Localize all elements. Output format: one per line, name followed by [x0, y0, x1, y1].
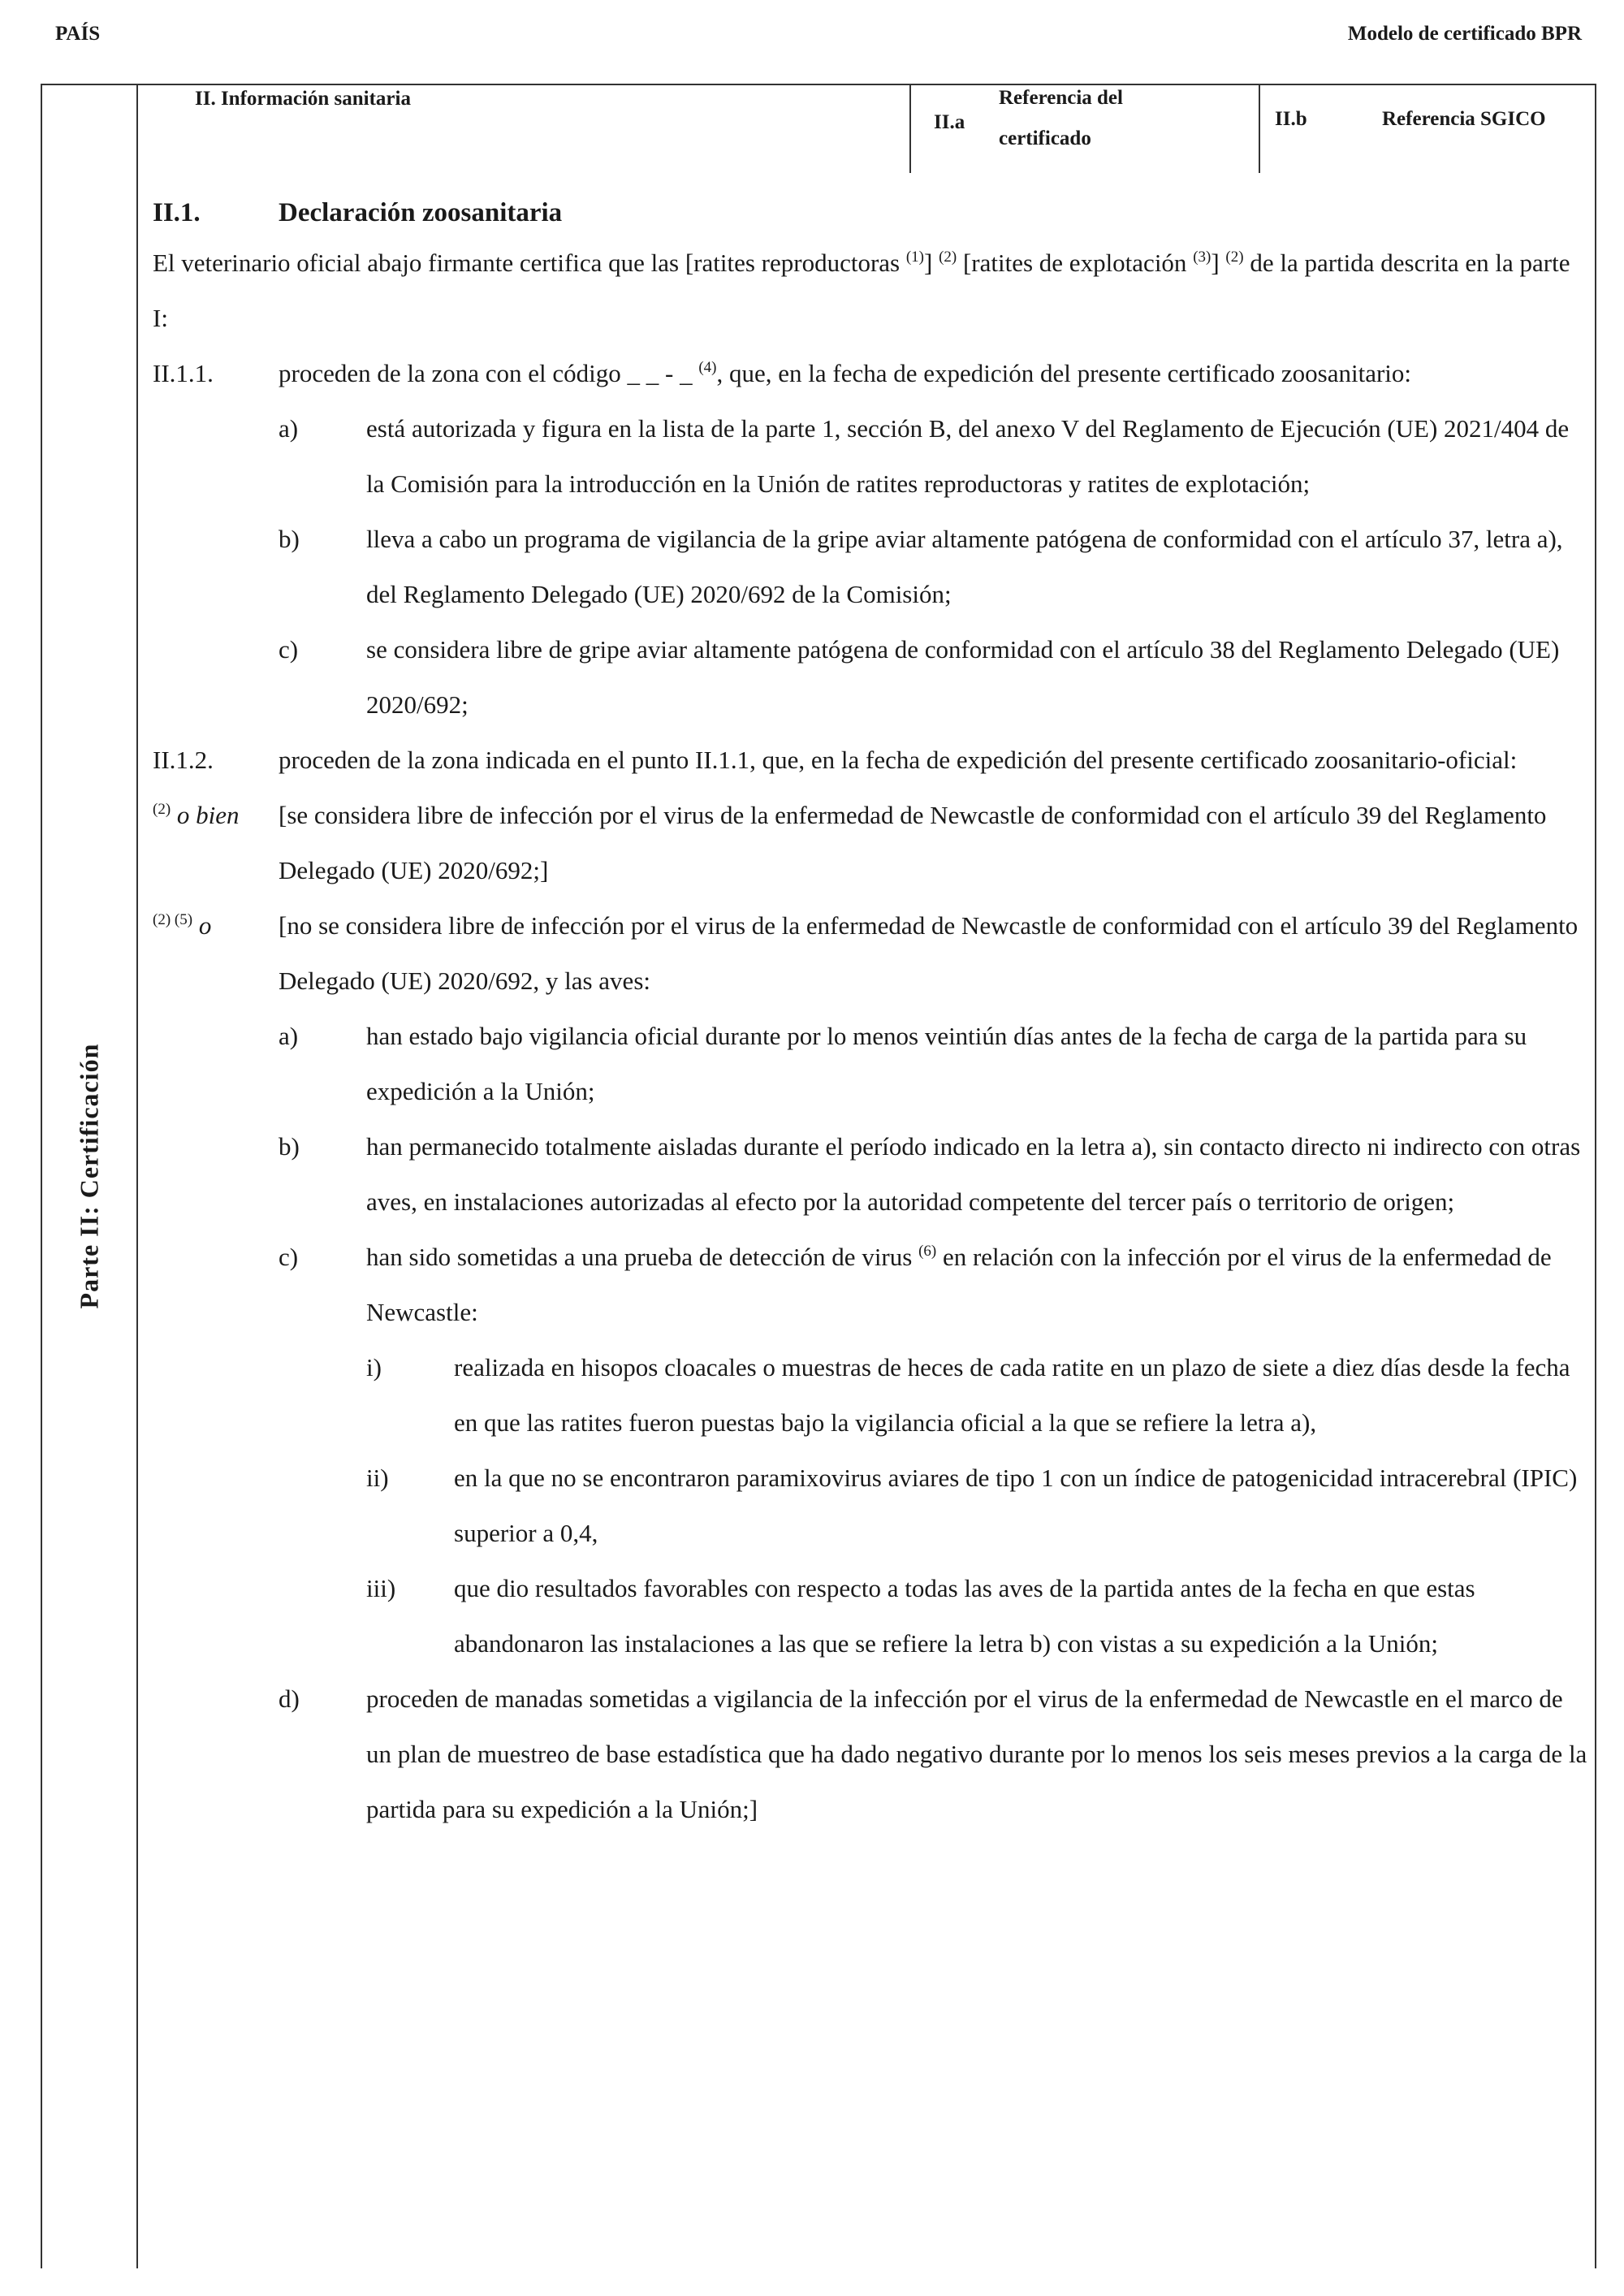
ref-divider-b — [1259, 84, 1260, 173]
iia-label-line2: certificado — [999, 128, 1091, 149]
sideband-divider — [136, 84, 138, 2268]
item-text: lleva a cabo un programa de vigilancia de la gripe aviar altamente patógena de conformidad con el artículo 37, letra a), del Reglamento Delegado (UE) 2020/692 de la Comisión; — [366, 525, 1563, 608]
list-item — [279, 1230, 1590, 1340]
point-label: II.1.2. — [153, 746, 214, 774]
ref-divider-a — [909, 84, 911, 173]
list-item — [279, 622, 1590, 733]
footnote-ref: (3) — [1193, 249, 1212, 266]
sub-list-item — [366, 1451, 1590, 1561]
option-text: [se considera libre de infección por el virus de la enfermedad de Newcastle de conformidad con el artículo 39 del Reglamento Delegado (UE) 2020/692;] — [279, 801, 1547, 884]
point-text-1: proceden de la zona con el código _ _ - _ — [279, 359, 699, 387]
certificate-frame — [41, 84, 1596, 2268]
footnote-ref: (2) (5) — [153, 911, 193, 928]
item-label: b) — [279, 1132, 300, 1161]
footnote-ref: (2) — [939, 249, 957, 266]
list-item — [279, 1119, 1590, 1230]
section-title: Declaración zoosanitaria — [279, 198, 563, 227]
item-label: d) — [279, 1684, 300, 1713]
subitem-label: ii) — [366, 1464, 389, 1492]
option-word: o — [192, 911, 212, 940]
intro-text-5: de la partida descrita en la parte I: — [153, 249, 1570, 332]
country-label: PAÍS — [55, 23, 101, 45]
section-title-row — [153, 185, 1590, 236]
intro-paragraph — [153, 236, 1590, 346]
item-label: a) — [279, 414, 299, 443]
point-text-2: , que, en la fecha de expedición del presente certificado zoosanitario: — [716, 359, 1412, 387]
section-heading: II. Información sanitaria — [195, 88, 411, 110]
item-text: han estado bajo vigilancia oficial durante por lo menos veintiún días antes de la fecha de carga de la partida para su expedición a la Unión; — [366, 1022, 1527, 1105]
option-either — [153, 788, 1590, 898]
item-text-1: han sido sometidas a una prueba de detección de virus — [366, 1243, 919, 1271]
item-label: c) — [279, 635, 299, 664]
intro-text-3: [ratites de explotación — [957, 249, 1194, 277]
declaration-body — [153, 185, 1590, 1837]
iia-label-line1: Referencia del — [999, 87, 1123, 109]
reference-row — [138, 84, 1596, 173]
intro-text-4: ] — [1211, 249, 1226, 277]
section-number: II.1. — [153, 198, 201, 227]
intro-text-1: El veterinario oficial abajo firmante certifica que las [ratites reproductoras — [153, 249, 906, 277]
point-text: proceden de la zona indicada en el punto II.1.1, que, en la fecha de expedición del presente certificado zoosanitario-oficial: — [279, 746, 1518, 774]
point-II-1-1 — [153, 346, 1590, 401]
footnote-ref: (6) — [918, 1243, 937, 1260]
intro-text-2: ] — [924, 249, 939, 277]
footnote-ref: (2) — [153, 801, 171, 818]
list-item — [279, 512, 1590, 622]
option-label — [153, 898, 279, 1009]
subitem-text: en la que no se encontraron paramixovirus aviares de tipo 1 con un índice de patogenicidad intracerebral (IPIC) superior a 0,4, — [454, 1464, 1578, 1547]
point-II-1-2 — [153, 733, 1590, 788]
item-text: han permanecido totalmente aisladas durante el período indicado en la letra a), sin contacto directo ni indirecto con otras aves, en instalaciones autorizadas al efecto por la autoridad competente del tercer país o territorio de origen; — [366, 1132, 1581, 1216]
option-or — [153, 898, 1590, 1009]
footnote-ref: (2) — [1225, 249, 1244, 266]
item-label: c) — [279, 1243, 299, 1271]
subitem-label: i) — [366, 1353, 382, 1381]
point-label: II.1.1. — [153, 359, 214, 387]
list-item — [279, 1671, 1590, 1837]
subitem-label: iii) — [366, 1574, 396, 1602]
subitem-text: realizada en hisopos cloacales o muestras de heces de cada ratite en un plazo de siete a diez días desde la fecha en que las ratites fueron puestas bajo la vigilancia oficial a la que se refiere la letra a), — [454, 1353, 1570, 1437]
part-label: Parte II: Certificación — [74, 1043, 104, 1309]
option-text: [no se considera libre de infección por el virus de la enfermedad de Newcastle de conformidad con el artículo 39 del Reglamento Delegado (UE) 2020/692, y las aves: — [279, 911, 1579, 995]
iia-code: II.a — [934, 111, 965, 133]
list-item — [279, 1009, 1590, 1119]
sub-list-item — [366, 1340, 1590, 1451]
option-label — [153, 788, 279, 898]
footnote-ref: (4) — [698, 359, 717, 376]
item-text — [366, 1230, 1590, 1340]
item-label: b) — [279, 525, 300, 553]
footnote-ref: (1) — [905, 249, 924, 266]
iib-code: II.b — [1275, 108, 1307, 130]
certificate-model-label: Modelo de certificado BPR — [1347, 23, 1582, 45]
item-text: proceden de manadas sometidas a vigilancia de la infección por el virus de la enfermedad de Newcastle en el marco de un plan de muestreo de base estadística que ha dado negativo durante por lo menos los seis meses previos a la carga de la partida para su expedición a la Unión;] — [366, 1684, 1587, 1823]
iib-label: Referencia SGICO — [1382, 108, 1546, 130]
point-text — [279, 346, 1590, 401]
item-label: a) — [279, 1022, 299, 1050]
sub-list-item — [366, 1561, 1590, 1671]
item-text: está autorizada y figura en la lista de la parte 1, sección B, del anexo V del Reglamento de Ejecución (UE) 2021/404 de la Comisión para la introducción en la Unión de ratites reproductoras y ratites de explotación; — [366, 414, 1570, 498]
list-item — [279, 401, 1590, 512]
subitem-text: que dio resultados favorables con respecto a todas las aves de la partida antes de la fecha en que estas abandonaron las instalaciones a las que se refiere la letra b) con vistas a su expedición a la Unión; — [454, 1574, 1475, 1658]
item-text: se considera libre de gripe aviar altamente patógena de conformidad con el artículo 38 del Reglamento Delegado (UE) 2020/692; — [366, 635, 1560, 719]
item-text-2: en relación con la infección por el virus de la enfermedad de Newcastle: — [366, 1243, 1552, 1326]
right-border — [1595, 84, 1596, 2268]
side-band — [41, 84, 136, 2268]
option-word: o bien — [171, 801, 240, 829]
